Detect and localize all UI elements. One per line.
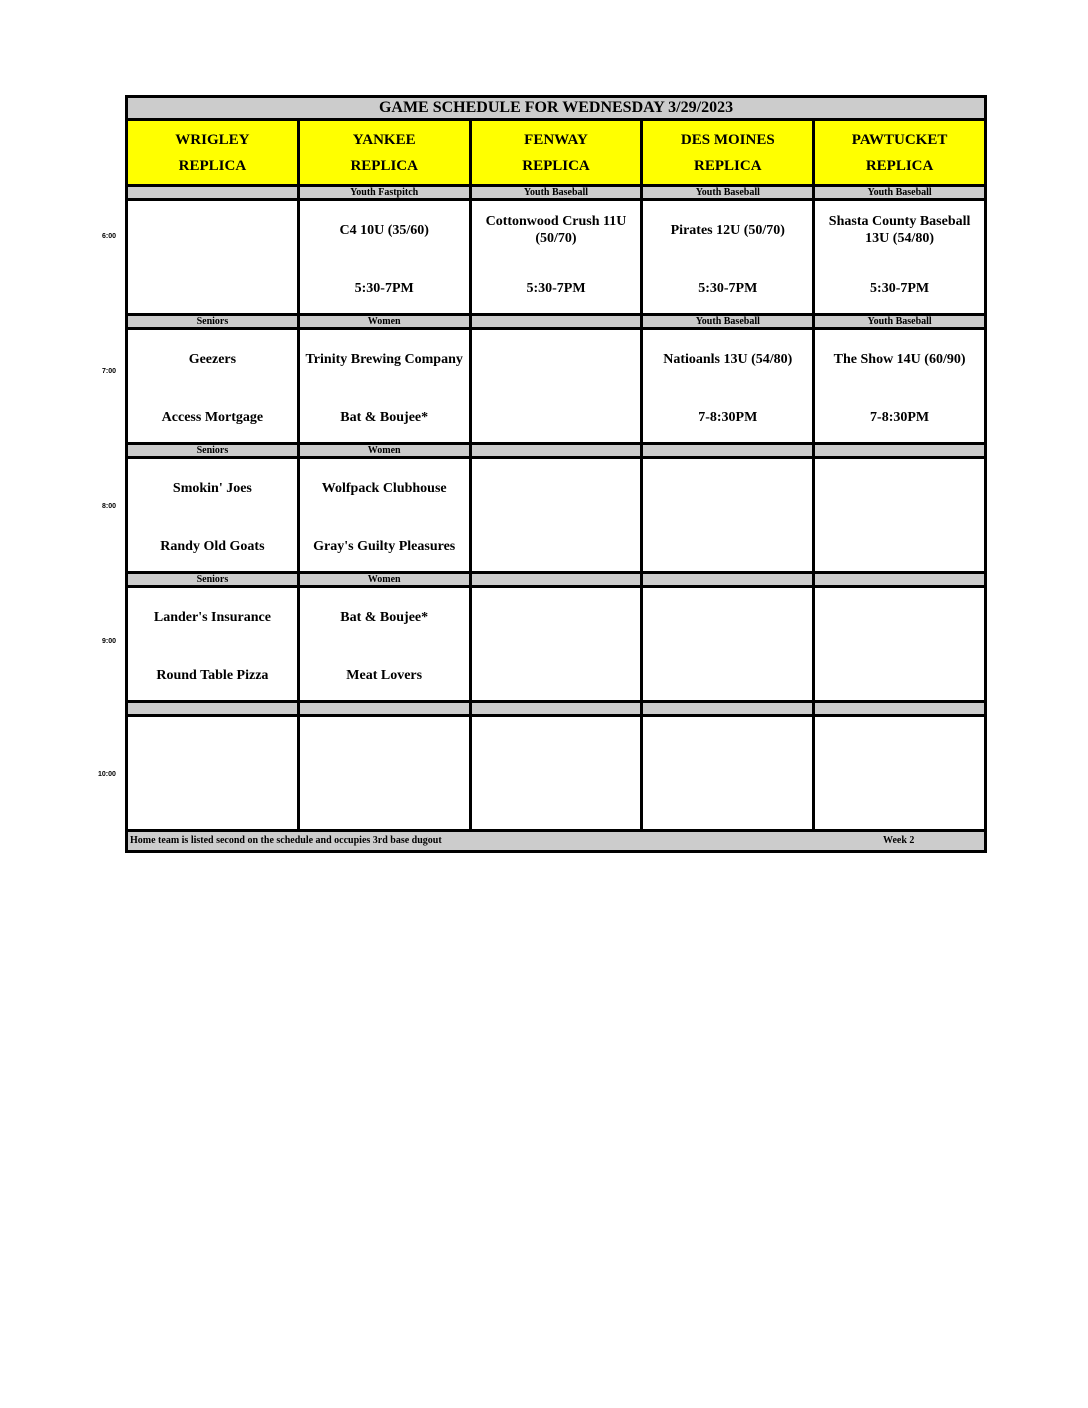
home-team: Randy Old Goats — [160, 539, 265, 554]
game-cell — [814, 329, 986, 444]
category-label — [642, 444, 814, 458]
game-cell — [642, 329, 814, 444]
game-cell — [814, 200, 986, 315]
category-label — [814, 444, 986, 458]
home-team: Access Mortgage — [161, 410, 264, 425]
field-name: PAWTUCKET — [851, 131, 948, 148]
game-row — [127, 200, 986, 315]
away-team: The Show 14U (60/90) — [833, 352, 966, 367]
away-team: Smokin' Joes — [172, 481, 252, 496]
field-name: DES MOINES — [680, 131, 775, 148]
game-cell — [127, 587, 299, 702]
home-team: 5:30-7PM — [526, 281, 586, 296]
game-cell — [298, 587, 470, 702]
game-cell — [298, 716, 470, 831]
home-team: Bat & Boujee* — [340, 410, 429, 425]
category-label: Youth Baseball — [470, 186, 642, 200]
category-label — [470, 702, 642, 716]
category-label: Seniors — [127, 315, 299, 329]
game-cell — [642, 458, 814, 573]
category-label: Seniors — [127, 444, 299, 458]
game-cell — [470, 329, 642, 444]
game-row — [127, 587, 986, 702]
field-subtitle: REPLICA — [178, 157, 247, 174]
game-cell — [127, 458, 299, 573]
game-cell — [298, 200, 470, 315]
home-team-note: Home team is listed second on the schedule and occupies 3rd base dugout — [130, 835, 442, 846]
game-cell — [642, 587, 814, 702]
category-label: Youth Baseball — [642, 186, 814, 200]
away-team: Geezers — [188, 352, 237, 367]
home-team: 7-8:30PM — [870, 410, 930, 425]
game-cell — [642, 716, 814, 831]
category-row — [127, 186, 986, 200]
away-team: C4 10U (35/60) — [339, 223, 429, 238]
category-label — [642, 702, 814, 716]
category-label: Youth Baseball — [814, 315, 986, 329]
category-row — [127, 573, 986, 587]
home-team: 5:30-7PM — [870, 281, 930, 296]
field-subtitle: REPLICA — [350, 157, 418, 174]
game-cell — [642, 200, 814, 315]
category-label — [642, 573, 814, 587]
category-label: Women — [298, 444, 470, 458]
category-label — [127, 702, 299, 716]
category-label: Seniors — [127, 573, 299, 587]
away-team: Lander's Insurance — [153, 610, 271, 625]
field-name: YANKEE — [352, 131, 416, 148]
game-row — [127, 716, 986, 831]
category-label — [814, 573, 986, 587]
game-cell — [814, 458, 986, 573]
game-cell — [127, 716, 299, 831]
game-cell — [298, 458, 470, 573]
time-label: 10:00 — [98, 771, 116, 778]
category-label — [470, 315, 642, 329]
game-cell — [298, 329, 470, 444]
away-team: Wolfpack Clubhouse — [321, 481, 447, 496]
category-label: Youth Fastpitch — [298, 186, 470, 200]
category-row — [127, 444, 986, 458]
category-label: Youth Baseball — [642, 315, 814, 329]
time-label: 9:00 — [102, 638, 117, 645]
category-label — [127, 186, 299, 200]
schedule-table — [125, 95, 987, 853]
home-team: Meat Lovers — [346, 668, 423, 683]
game-cell — [814, 587, 986, 702]
category-label: Youth Baseball — [814, 186, 986, 200]
game-cell — [127, 200, 299, 315]
field-subtitle: REPLICA — [522, 157, 590, 174]
category-label: Women — [298, 573, 470, 587]
time-label: 7:00 — [102, 368, 117, 375]
category-label — [470, 444, 642, 458]
away-team: Trinity Brewing Company — [305, 352, 463, 367]
field-header-yankee — [298, 120, 470, 186]
game-cell — [470, 587, 642, 702]
field-header-fenway — [470, 120, 642, 186]
home-team: 7-8:30PM — [698, 410, 758, 425]
away-team: Shasta County Baseball 13U (54/80) — [828, 214, 971, 246]
game-cell — [814, 716, 986, 831]
field-subtitle: REPLICA — [694, 157, 762, 174]
category-row — [127, 315, 986, 329]
game-cell — [470, 716, 642, 831]
away-team: Natioanls 13U (54/80) — [663, 352, 793, 367]
field-subtitle: REPLICA — [865, 157, 934, 174]
category-label — [298, 702, 470, 716]
field-header-wrigley — [127, 120, 299, 186]
game-cell — [127, 329, 299, 444]
game-cell — [470, 200, 642, 315]
category-label — [814, 702, 986, 716]
field-name: FENWAY — [524, 131, 588, 148]
game-row — [127, 458, 986, 573]
category-row — [127, 702, 986, 716]
away-team: Pirates 12U (50/70) — [670, 223, 785, 238]
home-team: Round Table Pizza — [156, 668, 269, 683]
schedule-title: GAME SCHEDULE FOR WEDNESDAY 3/29/2023 — [127, 97, 986, 120]
category-label — [470, 573, 642, 587]
away-team: Cottonwood Crush 11U (50/70) — [485, 214, 627, 246]
time-label: 8:00 — [102, 503, 117, 510]
field-header-pawtucket — [814, 120, 986, 186]
category-label: Women — [298, 315, 470, 329]
away-team: Bat & Boujee* — [340, 610, 429, 625]
field-name: WRIGLEY — [175, 131, 250, 148]
home-team: Gray's Guilty Pleasures — [313, 539, 456, 554]
field-header-des-moines — [642, 120, 814, 186]
time-label: 6:00 — [102, 233, 117, 240]
game-row — [127, 329, 986, 444]
home-team: 5:30-7PM — [698, 281, 758, 296]
game-cell — [470, 458, 642, 573]
schedule-footer — [127, 831, 986, 852]
home-team: 5:30-7PM — [354, 281, 414, 296]
week-label: Week 2 — [883, 835, 915, 846]
